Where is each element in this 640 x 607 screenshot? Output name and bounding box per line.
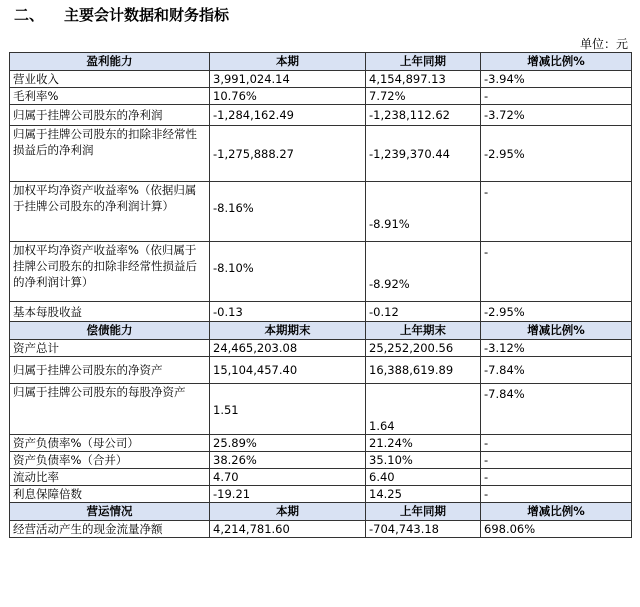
- table-row: [10, 182, 632, 242]
- row-value: 21.24%: [366, 435, 481, 452]
- table-row: [10, 384, 632, 435]
- row-value: 16,388,619.89: [366, 357, 481, 384]
- row-value: -: [481, 452, 632, 469]
- table-row: [10, 521, 632, 538]
- row-value: -0.12: [366, 302, 481, 322]
- table-row: [10, 71, 632, 88]
- row-value: -1,238,112.62: [366, 105, 481, 126]
- row-label: 归属于挂牌公司股东的每股净资产: [10, 384, 210, 435]
- row-value: -: [481, 182, 632, 242]
- row-label: 基本每股收益: [10, 302, 210, 322]
- table-row: [10, 242, 632, 302]
- profitability-header-cell: 上年同期: [366, 53, 481, 71]
- row-value: -3.94%: [481, 71, 632, 88]
- table-row: [10, 452, 632, 469]
- row-value: -: [481, 435, 632, 452]
- row-label: 利息保障倍数: [10, 486, 210, 503]
- row-value: 10.76%: [210, 88, 366, 105]
- row-value: 1.64: [366, 384, 481, 435]
- table-row: [10, 126, 632, 182]
- row-value: 4,214,781.60: [210, 521, 366, 538]
- solvency-header-cell: 增减比例%: [481, 322, 632, 340]
- solvency-header-cell: 偿债能力: [10, 322, 210, 340]
- row-label: 归属于挂牌公司股东的净资产: [10, 357, 210, 384]
- table-row: [10, 105, 632, 126]
- row-value: -3.72%: [481, 105, 632, 126]
- row-value: 14.25: [366, 486, 481, 503]
- table-row: [10, 435, 632, 452]
- row-value: 3,991,024.14: [210, 71, 366, 88]
- table-row: [10, 302, 632, 322]
- table-row: [10, 357, 632, 384]
- row-label: 归属于挂牌公司股东的扣除非经常性损益后的净利润: [10, 126, 210, 182]
- operations-header-cell: 增减比例%: [481, 503, 632, 521]
- row-value: 25.89%: [210, 435, 366, 452]
- row-value: 1.51: [210, 384, 366, 435]
- operations-header-row: [10, 503, 632, 521]
- row-label: 资产负债率%（合并）: [10, 452, 210, 469]
- row-value: 24,465,203.08: [210, 340, 366, 357]
- section-title: 主要会计数据和财务指标: [64, 6, 230, 24]
- row-value: -19.21: [210, 486, 366, 503]
- operations-header-cell: 营运情况: [10, 503, 210, 521]
- operations-header-cell: 上年同期: [366, 503, 481, 521]
- row-value: -704,743.18: [366, 521, 481, 538]
- solvency-header-cell: 本期期末: [210, 322, 366, 340]
- row-value: -: [481, 242, 632, 302]
- row-label: 资产负债率%（母公司）: [10, 435, 210, 452]
- solvency-header-row: [10, 322, 632, 340]
- row-value: 35.10%: [366, 452, 481, 469]
- row-value: 7.72%: [366, 88, 481, 105]
- row-value: 4.70: [210, 469, 366, 486]
- unit-label: 单位：元: [579, 37, 628, 51]
- row-value: -: [481, 88, 632, 105]
- solvency-header-cell: 上年期末: [366, 322, 481, 340]
- row-value: -2.95%: [481, 302, 632, 322]
- row-label: 资产总计: [10, 340, 210, 357]
- row-value: -2.95%: [481, 126, 632, 182]
- row-value: -8.92%: [366, 242, 481, 302]
- row-label: 流动比率: [10, 469, 210, 486]
- row-value: -7.84%: [481, 357, 632, 384]
- row-value: -3.12%: [481, 340, 632, 357]
- row-value: 6.40: [366, 469, 481, 486]
- table-row: [10, 469, 632, 486]
- table-row: [10, 88, 632, 105]
- row-label: 毛利率%: [10, 88, 210, 105]
- row-value: -7.84%: [481, 384, 632, 435]
- profitability-header-cell: 本期: [210, 53, 366, 71]
- row-value: -1,275,888.27: [210, 126, 366, 182]
- section-heading: [14, 4, 229, 25]
- row-label: 经营活动产生的现金流量净额: [10, 521, 210, 538]
- row-label: 加权平均净资产收益率%（依据归属于挂牌公司股东的净利润计算）: [10, 182, 210, 242]
- row-value: -8.91%: [366, 182, 481, 242]
- row-value: 38.26%: [210, 452, 366, 469]
- section-number: 二、: [14, 6, 45, 24]
- profitability-header-row: [10, 53, 632, 71]
- row-value: 4,154,897.13: [366, 71, 481, 88]
- row-value: -1,284,162.49: [210, 105, 366, 126]
- profitability-header-cell: 盈利能力: [10, 53, 210, 71]
- row-value: -: [481, 486, 632, 503]
- operations-header-cell: 本期: [210, 503, 366, 521]
- profitability-header-cell: 增减比例%: [481, 53, 632, 71]
- table-row: [10, 340, 632, 357]
- row-value: 25,252,200.56: [366, 340, 481, 357]
- row-label: 归属于挂牌公司股东的净利润: [10, 105, 210, 126]
- row-value: -1,239,370.44: [366, 126, 481, 182]
- financial-indicators-table: [9, 52, 632, 538]
- row-value: -0.13: [210, 302, 366, 322]
- row-value: 15,104,457.40: [210, 357, 366, 384]
- table-row: [10, 486, 632, 503]
- row-value: 698.06%: [481, 521, 632, 538]
- row-value: -8.16%: [210, 182, 366, 242]
- row-value: -: [481, 469, 632, 486]
- row-value: -8.10%: [210, 242, 366, 302]
- row-label: 营业收入: [10, 71, 210, 88]
- row-label: 加权平均净资产收益率%（依归属于挂牌公司股东的扣除非经常性损益后的净利润计算）: [10, 242, 210, 302]
